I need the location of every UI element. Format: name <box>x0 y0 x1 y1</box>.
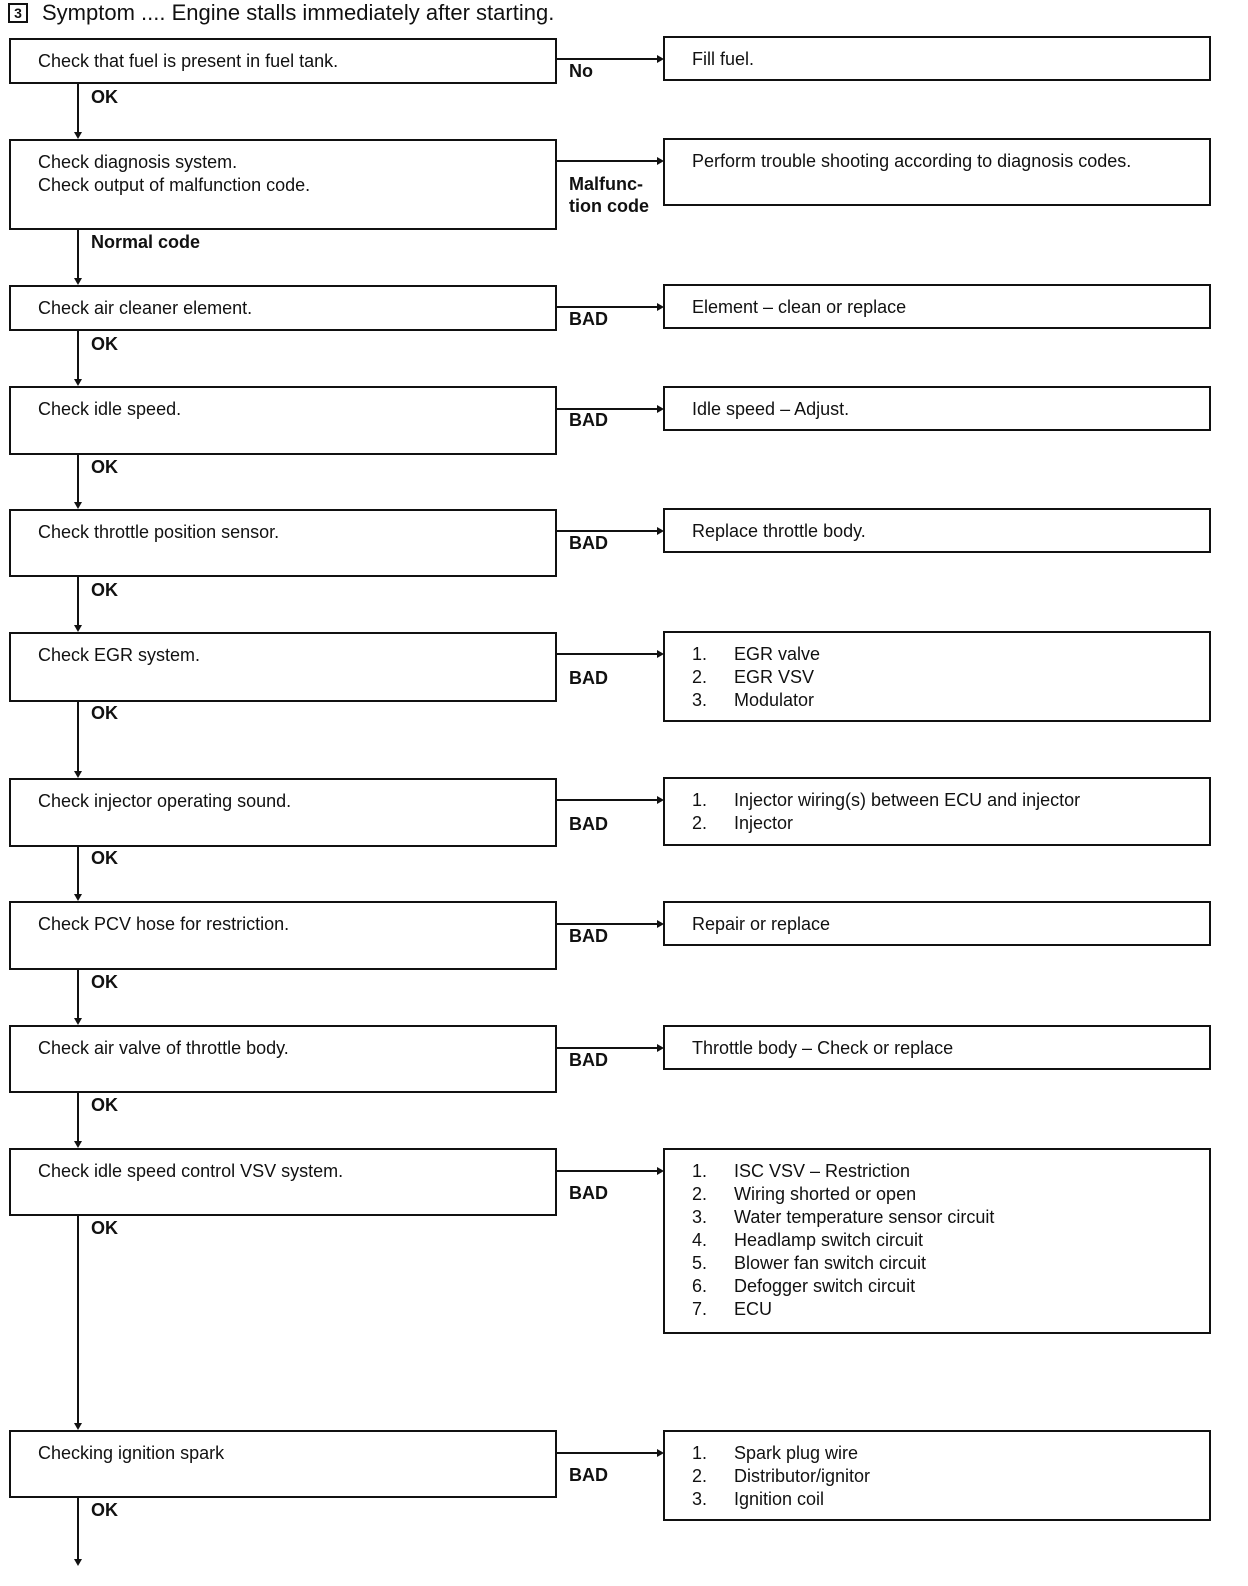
check-box: Check idle speed control VSV system. <box>9 1148 557 1216</box>
check-box: Check EGR system. <box>9 632 557 702</box>
action-text: Idle speed – Adjust. <box>692 399 850 419</box>
arrow-down-icon <box>74 379 82 386</box>
item-number: 2. <box>692 813 708 833</box>
action-text: Modulator <box>734 690 815 710</box>
pass-connector <box>77 84 79 133</box>
action-text: Repair or replace <box>692 914 831 934</box>
fail-label: BAD <box>569 410 608 430</box>
action-item <box>692 1229 1209 1252</box>
action-text: Ignition coil <box>734 1489 825 1509</box>
check-box: Check diagnosis system. Check output of malfunction code. <box>9 139 557 230</box>
fail-label: No <box>569 61 593 81</box>
pass-connector <box>77 455 79 503</box>
check-box: Check air valve of throttle body. <box>9 1025 557 1093</box>
action-text: Replace throttle body. <box>692 521 866 541</box>
fail-connector <box>557 799 659 801</box>
fail-label: BAD <box>569 668 608 688</box>
pass-label: Normal code <box>91 232 201 252</box>
action-item <box>692 296 1209 319</box>
item-number: 1. <box>692 644 708 664</box>
pass-label: OK <box>91 87 118 107</box>
item-number: 4. <box>692 1230 708 1250</box>
pass-connector <box>77 230 79 279</box>
symptom-title <box>8 0 554 26</box>
action-text: ISC VSV – Restriction <box>734 1161 911 1181</box>
check-box: Check air cleaner element. <box>9 285 557 331</box>
check-box: Check idle speed. <box>9 386 557 455</box>
item-number: 2. <box>692 667 708 687</box>
action-item <box>692 1183 1209 1206</box>
action-item <box>692 643 1209 666</box>
arrow-down-icon <box>74 132 82 139</box>
pass-label: OK <box>91 1095 118 1115</box>
action-text: EGR VSV <box>734 667 815 687</box>
arrow-down-icon <box>74 502 82 509</box>
arrow-down-icon <box>74 1141 82 1148</box>
action-box <box>663 36 1211 81</box>
arrow-right-icon <box>657 1044 664 1052</box>
arrow-right-icon <box>657 920 664 928</box>
action-text: Defogger switch circuit <box>734 1276 916 1296</box>
pass-label: OK <box>91 1500 118 1520</box>
arrow-right-icon <box>657 157 664 165</box>
item-number: 2. <box>692 1184 708 1204</box>
arrow-down-icon <box>74 771 82 778</box>
action-text: Perform trouble shooting according to diagnosis codes. <box>692 151 1132 171</box>
fail-label: BAD <box>569 309 608 329</box>
pass-label: OK <box>91 1218 118 1238</box>
arrow-down-icon <box>74 278 82 285</box>
action-box <box>663 777 1211 846</box>
arrow-right-icon <box>657 796 664 804</box>
action-box <box>663 1430 1211 1521</box>
symptom-number: 3 <box>8 3 28 23</box>
arrow-down-icon <box>74 1559 82 1566</box>
arrow-down-icon <box>74 894 82 901</box>
pass-connector <box>77 331 79 380</box>
item-number: 2. <box>692 1466 708 1486</box>
action-item <box>692 1465 1209 1488</box>
action-item <box>692 1037 1209 1060</box>
fail-label: BAD <box>569 926 608 946</box>
check-box: Check injector operating sound. <box>9 778 557 847</box>
action-text: Throttle body – Check or replace <box>692 1038 954 1058</box>
action-box <box>663 631 1211 722</box>
item-number: 6. <box>692 1276 708 1296</box>
arrow-down-icon <box>74 625 82 632</box>
arrow-right-icon <box>657 55 664 63</box>
action-text: Blower fan switch circuit <box>734 1253 927 1273</box>
pass-connector <box>77 847 79 895</box>
action-item <box>692 48 1209 71</box>
action-item <box>692 1298 1209 1321</box>
action-item <box>692 1206 1209 1229</box>
action-item <box>692 150 1209 173</box>
check-box: Check that fuel is present in fuel tank. <box>9 38 557 84</box>
item-number: 1. <box>692 790 708 810</box>
action-item <box>692 1442 1209 1465</box>
arrow-right-icon <box>657 1449 664 1457</box>
fail-label: BAD <box>569 1465 608 1485</box>
item-number: 1. <box>692 1161 708 1181</box>
arrow-right-icon <box>657 650 664 658</box>
arrow-right-icon <box>657 527 664 535</box>
action-text: Injector <box>734 813 794 833</box>
fail-label: BAD <box>569 814 608 834</box>
fail-label: BAD <box>569 1050 608 1070</box>
check-box: Check throttle position sensor. <box>9 509 557 577</box>
item-number: 7. <box>692 1299 708 1319</box>
fail-label: BAD <box>569 1183 608 1203</box>
action-item <box>692 1160 1209 1183</box>
fail-label: BAD <box>569 533 608 553</box>
pass-connector <box>77 1093 79 1142</box>
arrow-down-icon <box>74 1018 82 1025</box>
action-item <box>692 520 1209 543</box>
action-box <box>663 284 1211 329</box>
item-number: 3. <box>692 1489 708 1509</box>
action-text: Wiring shorted or open <box>734 1184 917 1204</box>
item-number: 5. <box>692 1253 708 1273</box>
action-item <box>692 1275 1209 1298</box>
pass-connector <box>77 1498 79 1560</box>
action-box <box>663 386 1211 431</box>
action-box <box>663 508 1211 553</box>
fail-connector <box>557 653 659 655</box>
action-text: Fill fuel. <box>692 49 755 69</box>
pass-label: OK <box>91 703 118 723</box>
action-item <box>692 1488 1209 1511</box>
action-item <box>692 1252 1209 1275</box>
pass-connector <box>77 702 79 772</box>
fail-connector <box>557 1170 659 1172</box>
action-text: EGR valve <box>734 644 821 664</box>
action-item <box>692 689 1209 712</box>
action-item <box>692 812 1209 835</box>
action-text: ECU <box>734 1299 773 1319</box>
pass-label: OK <box>91 334 118 354</box>
action-text: Spark plug wire <box>734 1443 859 1463</box>
action-item <box>692 666 1209 689</box>
item-number: 3. <box>692 690 708 710</box>
pass-label: OK <box>91 457 118 477</box>
action-text: Headlamp switch circuit <box>734 1230 924 1250</box>
check-box: Checking ignition spark <box>9 1430 557 1498</box>
arrow-right-icon <box>657 405 664 413</box>
item-number: 3. <box>692 1207 708 1227</box>
action-text: Distributor/ignitor <box>734 1466 871 1486</box>
action-text: Element – clean or replace <box>692 297 907 317</box>
action-box <box>663 1025 1211 1070</box>
arrow-right-icon <box>657 1167 664 1175</box>
symptom-text: Symptom .... Engine stalls immediately after starting. <box>42 0 555 25</box>
fail-connector <box>557 160 659 162</box>
action-box <box>663 138 1211 206</box>
fail-label: Malfunc- tion code <box>569 174 649 216</box>
pass-connector <box>77 1216 79 1424</box>
pass-label: OK <box>91 580 118 600</box>
action-box <box>663 901 1211 946</box>
action-text: Injector wiring(s) between ECU and injector <box>734 790 1081 810</box>
arrow-right-icon <box>657 303 664 311</box>
pass-label: OK <box>91 848 118 868</box>
action-text: Water temperature sensor circuit <box>734 1207 995 1227</box>
pass-connector <box>77 577 79 626</box>
pass-label: OK <box>91 972 118 992</box>
arrow-down-icon <box>74 1423 82 1430</box>
pass-connector <box>77 970 79 1019</box>
fail-connector <box>557 1452 659 1454</box>
action-item <box>692 789 1209 812</box>
action-box <box>663 1148 1211 1334</box>
item-number: 1. <box>692 1443 708 1463</box>
action-item <box>692 913 1209 936</box>
action-item <box>692 398 1209 421</box>
check-box: Check PCV hose for restriction. <box>9 901 557 970</box>
